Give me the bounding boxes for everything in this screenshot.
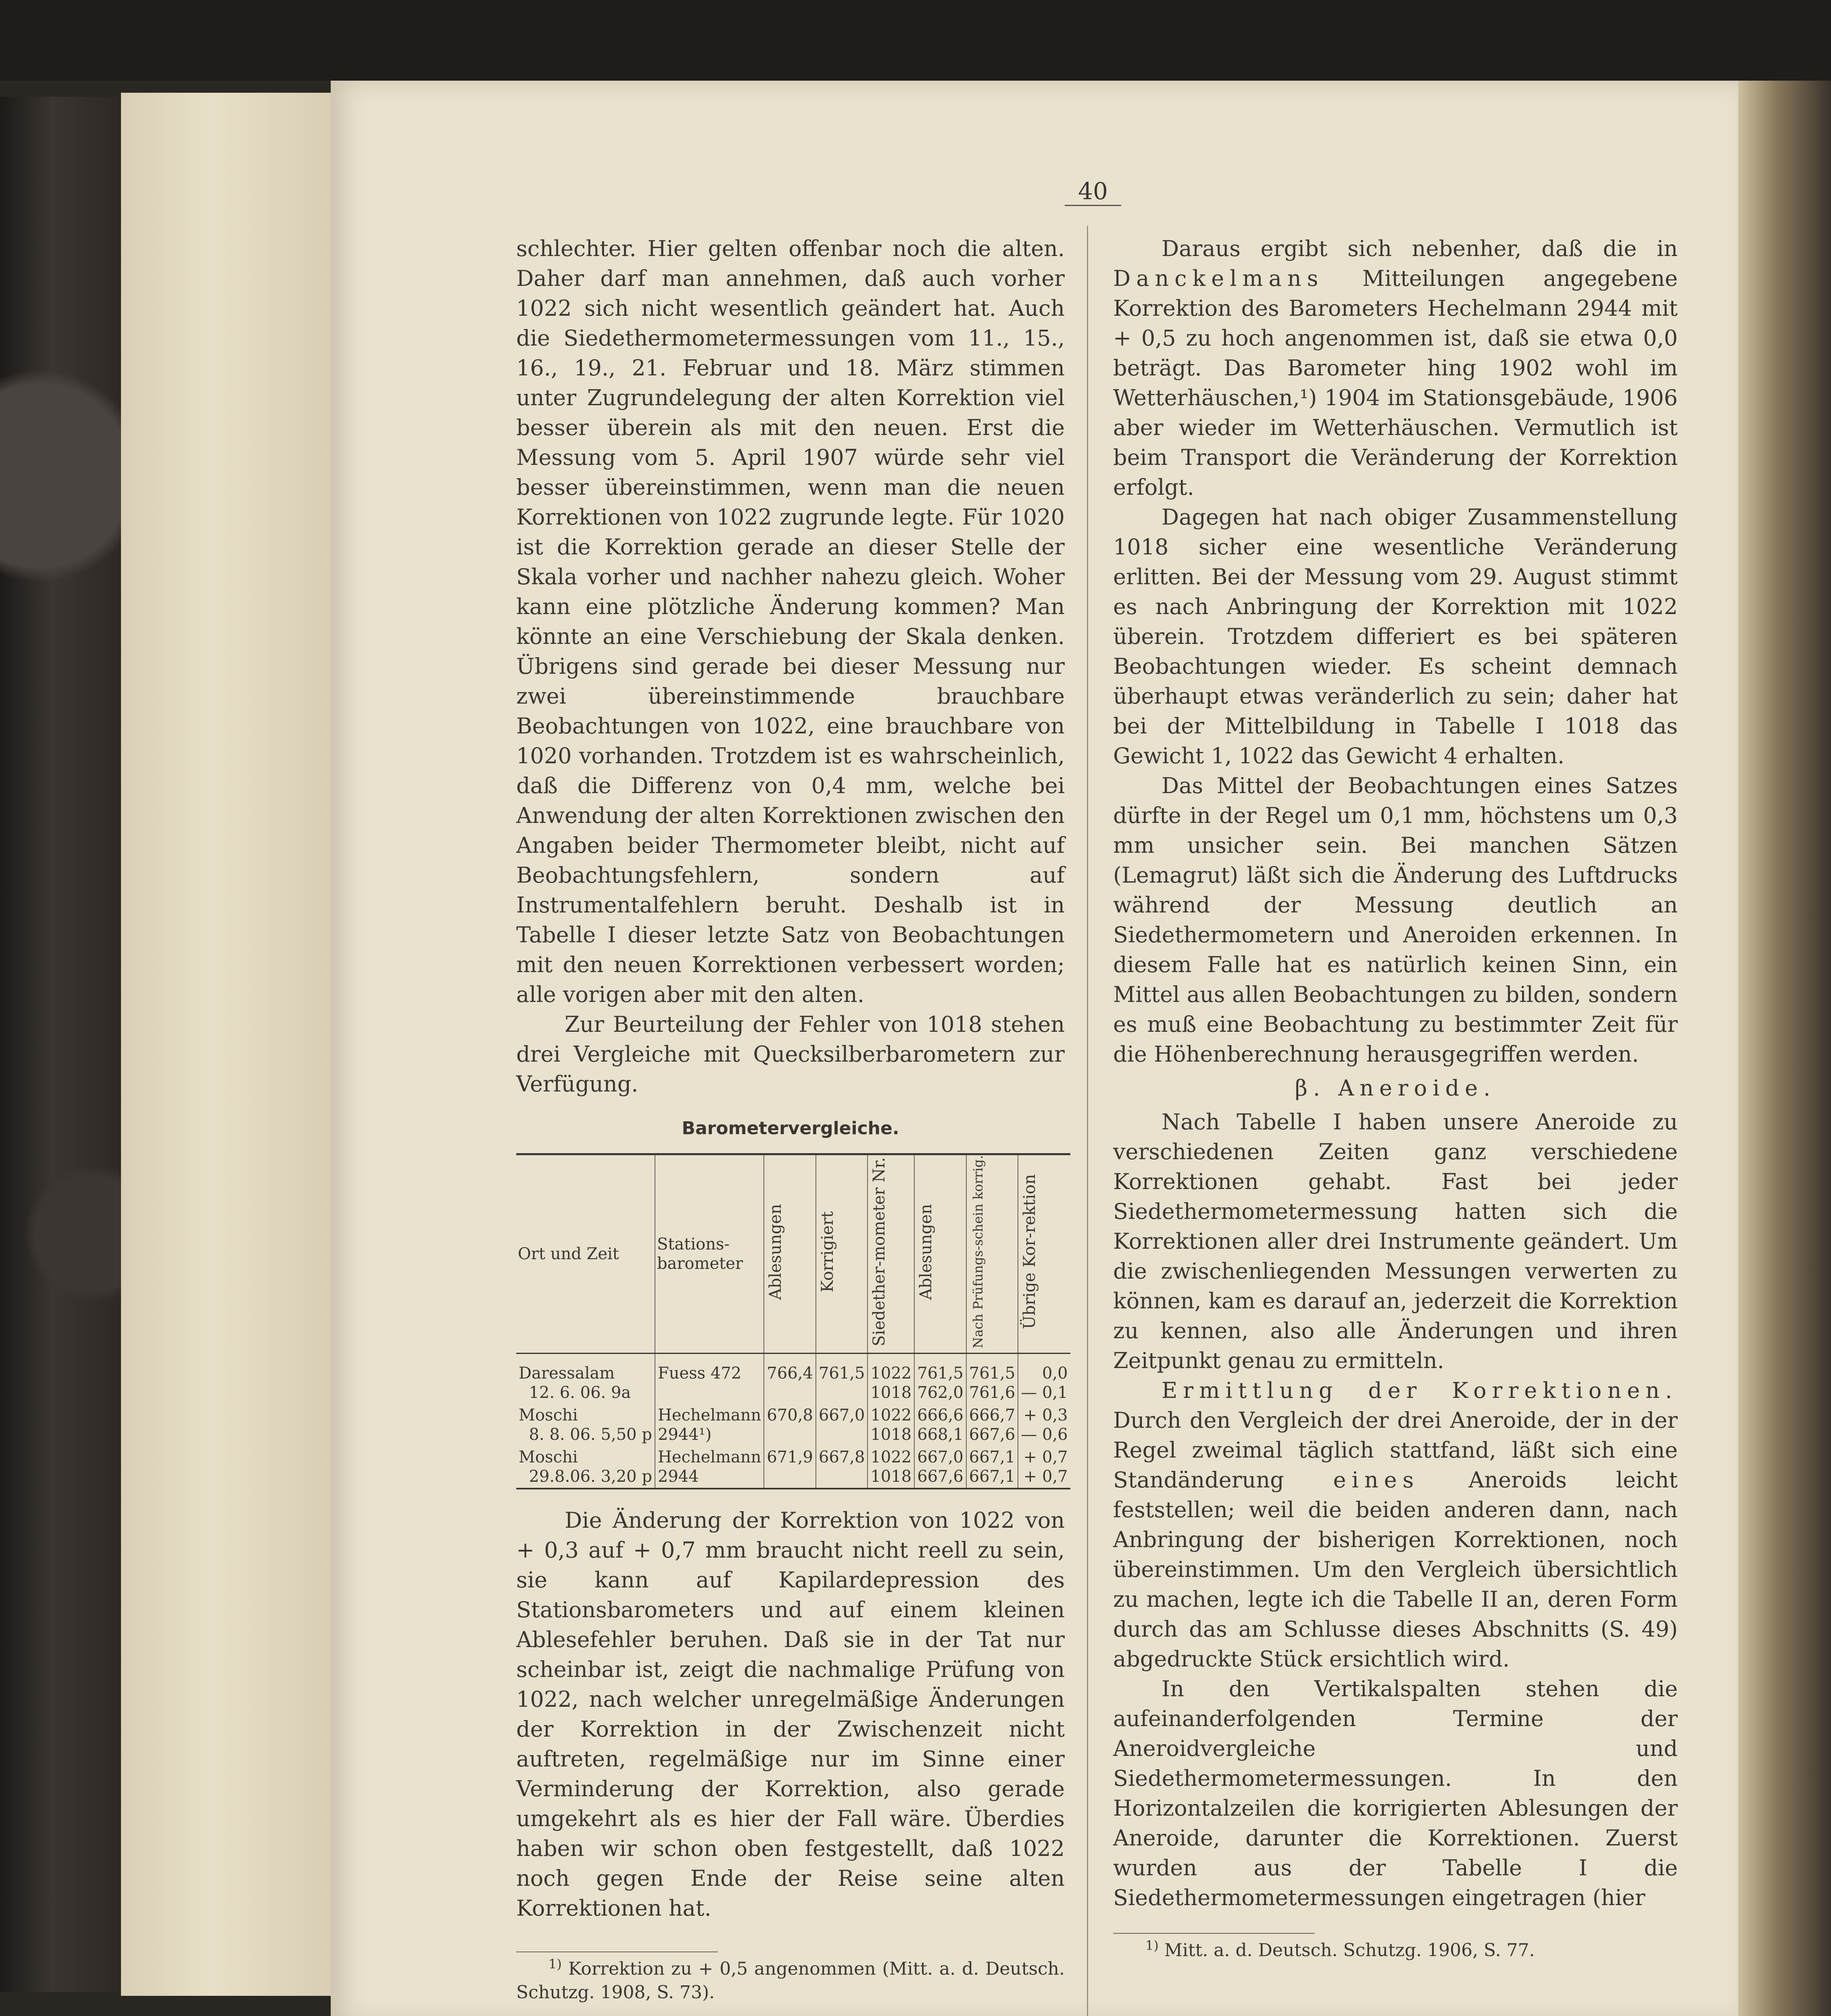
column-divider <box>1087 226 1088 2016</box>
col-header: Übrige Kor-rektion <box>1018 1154 1070 1354</box>
page-stack-edge <box>121 93 348 1996</box>
section-heading: β. Aneroide. <box>1295 1075 1496 1101</box>
left-column <box>516 234 1068 2004</box>
table-row: Moschi 29.8.06. 3,20 p Hechelmann 2944 671,9 667,8 1022 1018 667,0 667,6 667,1 667,1 + 0,7 + 0,7 <box>516 1446 1070 1489</box>
paragraph: Daraus ergibt sich nebenher, daß die in Danckelmans Mitteilungen angegebene Korrektion des Barometers Hechelmann 2944 mit + 0,5 zu hoch angenommen ist, daß sie etwa 0,0 beträgt. Das Barometer hing 1902 wohl im Wetterhäuschen,¹) 1904 im Stationsgebäude, 1906 aber wieder im Wetterhäuschen. Vermutlich ist beim Transport die Veränderung der Korrektion erfolgt. <box>1113 236 1678 500</box>
col-header: Korrigiert <box>816 1154 868 1354</box>
paragraph: Ermittlung der Korrektionen. Durch den Vergleich der drei Aneroide, der in der Regel zweimal täglich stattfand, läßt sich eine Standänderung eines Aneroids leicht feststellen; weil die beiden anderen dann, nach Anbringung der bisherigen Korrektionen, noch übereinstimmen. Um den Vergleich übersichtlich zu machen, legte ich die Tabelle II an, deren Form durch das am Schlusse dieses Abschnitts (S. 49) abgedruckte Stück ersichtlich wird. <box>1113 1378 1678 1672</box>
paragraph: Nach Tabelle I haben unsere Aneroide zu verschiedenen Zeiten ganz verschiedene Korrektionen gehabt. Fast bei jeder Siedethermometermessung hatten sich die Korrektionen aller drei Instrumente geändert. Um die zwischenliegenden Messungen verwerten zu können, kam es darauf an, jederzeit die Korrektion zu kennen, also alle Änderungen und ihren Zeitpunkt genau zu ermitteln. <box>1113 1109 1678 1373</box>
col-header: Stations-barometer <box>655 1154 764 1354</box>
page-number: 40 <box>1065 177 1121 206</box>
section-subheading: Ermittlung der Korrektionen. <box>1162 1378 1678 1403</box>
col-header: Ort und Zeit <box>516 1154 655 1354</box>
page-right-edge <box>1738 81 1831 2016</box>
book-cover-marbled <box>0 97 133 1992</box>
emphasized-name: Danckelmans <box>1113 266 1324 291</box>
paragraph: In den Vertikalspalten stehen die aufeinanderfolgenden Termine der Aneroidvergleiche und Siedethermometermessungen. In den Horizontalzeilen die korrigierten Ablesungen der Aneroide, darunter die Korrektionen. Zuerst wurden aus der Tabelle I die Siedethermometermessungen eingetragen (hier <box>1113 1676 1678 1910</box>
table-title: Barometervergleiche. <box>682 1118 899 1139</box>
col-header: Nach Prüfungs-schein korrig. <box>966 1154 1018 1354</box>
col-header: Siedether-mometer Nr. <box>868 1154 914 1354</box>
col-header: Ablesungen <box>914 1154 966 1354</box>
paragraph: Dagegen hat nach obiger Zusammenstellung 1018 sicher eine wesentliche Veränderung erlitten. Bei der Messung vom 29. August stimmt es nach Anbringung der Korrektion mit 1022 überein. Trotzdem differiert es bei späteren Beobachtungen wieder. Es scheint demnach überhaupt etwas veränderlich zu sein; daher hat bei der Mittelbildung in Tabelle I 1018 das Gewicht 1, 1022 das Gewicht 4 erhalten. <box>1113 504 1678 768</box>
footnote: $^{1)}$ Korrektion zu + 0,5 angenommen (Mitt. a. d. Deutsch. Schutzg. 1908, S. 73). <box>516 1956 1065 2003</box>
background-top <box>0 0 1831 81</box>
footnote: $^{1)}$ Mitt. a. d. Deutsch. Schutzg. 1906, S. 77. <box>1145 1938 1535 1961</box>
paragraph: schlechter. Hier gelten offenbar noch die alten. Daher darf man annehmen, daß auch vorher 1022 sich nicht wesentlich geändert hat. Auch die Siedethermometermessungen vom 11., 15., 16., 19., 21. Februar und 18. März stimmen unter Zugrundelegung der alten Korrektion viel besser überein als mit den neuen. Erst die Messung vom 5. April 1907 würde sehr viel besser übereinstimmen, wenn man die neuen Korrektionen von 1022 zugrunde legte. Für 1020 ist die Korrektion gerade an dieser Stelle der Skala vorher und nachher nahezu gleich. Woher kann eine plötzliche Änderung kommen? Man könnte an eine Verschiebung der Skala denken. Übrigens sind gerade bei dieser Messung nur zwei übereinstimmende brauchbare Beobachtungen von 1022, eine brauchbare von 1020 vorhanden. Trotzdem ist es wahrscheinlich, daß die Differenz von 0,4 mm, welche bei Anwendung der alten Korrektionen zwischen den Angaben beider Thermometer bleibt, nicht auf Beobachtungsfehlern, sondern auf Instrumentalfehlern beruht. Deshalb ist in Tabelle I dieser letzte Satz von Beobachtungen mit den neuen Korrektionen verbessert worden; alle vorigen aber mit den alten. <box>516 236 1065 1007</box>
paragraph: Das Mittel der Beobachtungen eines Satzes dürfte in der Regel um 0,1 mm, höchstens um 0,3 mm unsicher sein. Bei manchen Sätzen (Lemagrut) läßt sich die Änderung des Luftdrucks während der Messung deutlich an Siedethermometern und Aneroiden erkennen. In diesem Falle hat es natürlich keinen Sinn, ein Mittel aus allen Beobachtungen zu bilden, sondern es muß eine Beobachtung zu bestimmter Zeit für die Höhenberechnung herausgegriffen werden. <box>1113 773 1678 1067</box>
table-row: Moschi 8. 8. 06. 5,50 p Hechelmann 2944¹) 670,8 667,0 1022 1018 666,6 668,1 666,7 667,6 + 0,3 — 0,6 <box>516 1404 1070 1446</box>
table-row: Daressalam 12. 6. 06. 9a Fuess 472 766,4 761,5 1022 1018 761,5 762,0 761,5 761,6 0,0 — 0,1 <box>516 1354 1070 1404</box>
right-column <box>1113 234 1678 1962</box>
barometer-table <box>516 1153 1070 1489</box>
col-header: Ablesungen <box>764 1154 816 1354</box>
paragraph: Die Änderung der Korrektion von 1022 von + 0,3 auf + 0,7 mm braucht nicht reell zu sein, sie kann auf Kapilardepression des Stationsbarometers und auf einem kleinen Ablesefehler beruhen. Daß sie in der Tat nur scheinbar ist, zeigt die nachmalige Prüfung von 1022, nach welcher unregelmäßige Änderungen der Korrektion in der Zwischenzeit nicht auftreten, regelmäßige nur im Sinne einer Verminderung der Korrektion, also gerade umgekehrt als es hier der Fall wäre. Überdies haben wir schon oben festgestellt, daß 1022 noch gegen Ende der Reise seine alten Korrektionen hat. <box>516 1508 1065 1921</box>
paragraph: Zur Beurteilung der Fehler von 1018 stehen drei Vergleiche mit Quecksilberbarometern zur Verfügung. <box>516 1012 1065 1097</box>
